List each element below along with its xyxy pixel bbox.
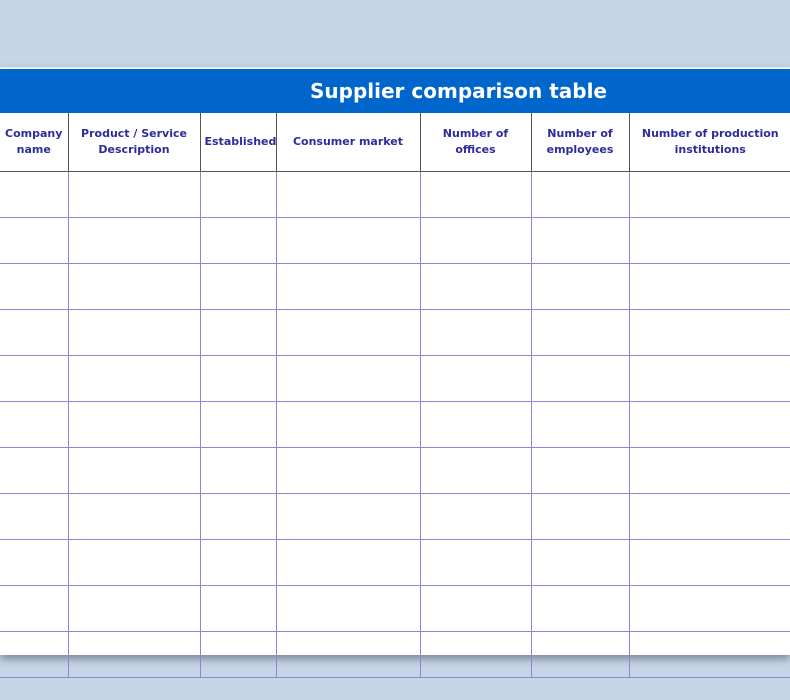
table-cell[interactable] [629,586,790,632]
table-cell[interactable] [276,586,420,632]
table-cell[interactable] [68,494,200,540]
table-cell[interactable] [629,218,790,264]
col-product-description: Product / Service Description [68,113,200,172]
table-row [0,402,790,448]
table-cell[interactable] [276,356,420,402]
table-cell[interactable] [276,540,420,586]
table-cell[interactable] [200,586,276,632]
table-cell[interactable] [200,540,276,586]
table-cell[interactable] [200,402,276,448]
table-cell[interactable] [0,494,68,540]
table-cell[interactable] [629,494,790,540]
header-row [0,113,790,172]
table-cell[interactable] [276,172,420,218]
table-cell[interactable] [420,586,531,632]
table-cell[interactable] [420,632,531,678]
table-row [0,586,790,632]
table-cell[interactable] [200,448,276,494]
table-cell[interactable] [629,448,790,494]
table-row [0,218,790,264]
table-cell[interactable] [68,632,200,678]
table-cell[interactable] [0,356,68,402]
table-cell[interactable] [68,310,200,356]
table-cell[interactable] [420,402,531,448]
table-row [0,494,790,540]
table-cell[interactable] [420,218,531,264]
comparison-table [0,113,790,678]
col-number-of-offices: Number of offices [420,113,531,172]
table-cell[interactable] [276,448,420,494]
table-row [0,540,790,586]
table-cell[interactable] [420,264,531,310]
table-cell[interactable] [420,356,531,402]
table-cell[interactable] [276,310,420,356]
col-production-institutions: Number of production institutions [629,113,790,172]
table-cell[interactable] [276,494,420,540]
table-cell[interactable] [420,494,531,540]
table-cell[interactable] [200,632,276,678]
table-cell[interactable] [0,310,68,356]
table-cell[interactable] [531,356,629,402]
table-cell[interactable] [68,586,200,632]
table-cell[interactable] [629,356,790,402]
table-cell[interactable] [200,494,276,540]
table-cell[interactable] [629,632,790,678]
table-cell[interactable] [200,356,276,402]
table-cell[interactable] [531,540,629,586]
table-cell[interactable] [0,586,68,632]
table-cell[interactable] [68,218,200,264]
table-cell[interactable] [0,218,68,264]
table-cell[interactable] [420,448,531,494]
table-cell[interactable] [531,264,629,310]
table-cell[interactable] [0,448,68,494]
table-cell[interactable] [420,172,531,218]
table-cell[interactable] [0,172,68,218]
table-row [0,264,790,310]
table-cell[interactable] [68,402,200,448]
table-row [0,356,790,402]
table-cell[interactable] [420,310,531,356]
table-cell[interactable] [68,264,200,310]
table-row [0,632,790,678]
table-cell[interactable] [420,540,531,586]
table-row [0,172,790,218]
table-cell[interactable] [531,218,629,264]
table-cell[interactable] [531,402,629,448]
table-cell[interactable] [0,540,68,586]
table-cell[interactable] [68,540,200,586]
table-cell[interactable] [68,448,200,494]
table-cell[interactable] [531,172,629,218]
table-cell[interactable] [629,310,790,356]
table-cell[interactable] [200,310,276,356]
table-row [0,448,790,494]
table-cell[interactable] [0,632,68,678]
table-cell[interactable] [0,264,68,310]
supplier-comparison-sheet [0,67,790,655]
table-cell[interactable] [531,310,629,356]
table-cell[interactable] [531,448,629,494]
table-title: Supplier comparison table [310,79,607,103]
table-cell[interactable] [200,264,276,310]
table-cell[interactable] [629,402,790,448]
table-cell[interactable] [629,172,790,218]
col-company-name: Company name [0,113,68,172]
col-established: Established [200,113,276,172]
table-cell[interactable] [68,356,200,402]
table-cell[interactable] [629,264,790,310]
title-bar [0,69,790,113]
table-cell[interactable] [200,172,276,218]
table-cell[interactable] [531,586,629,632]
table-cell[interactable] [68,172,200,218]
table-cell[interactable] [276,402,420,448]
table-cell[interactable] [531,494,629,540]
table-cell[interactable] [531,632,629,678]
table-cell[interactable] [200,218,276,264]
table-row [0,310,790,356]
col-number-of-employees: Number of employees [531,113,629,172]
col-consumer-market: Consumer market [276,113,420,172]
table-cell[interactable] [276,264,420,310]
table-cell[interactable] [0,402,68,448]
table-cell[interactable] [276,218,420,264]
table-cell[interactable] [276,632,420,678]
table-cell[interactable] [629,540,790,586]
